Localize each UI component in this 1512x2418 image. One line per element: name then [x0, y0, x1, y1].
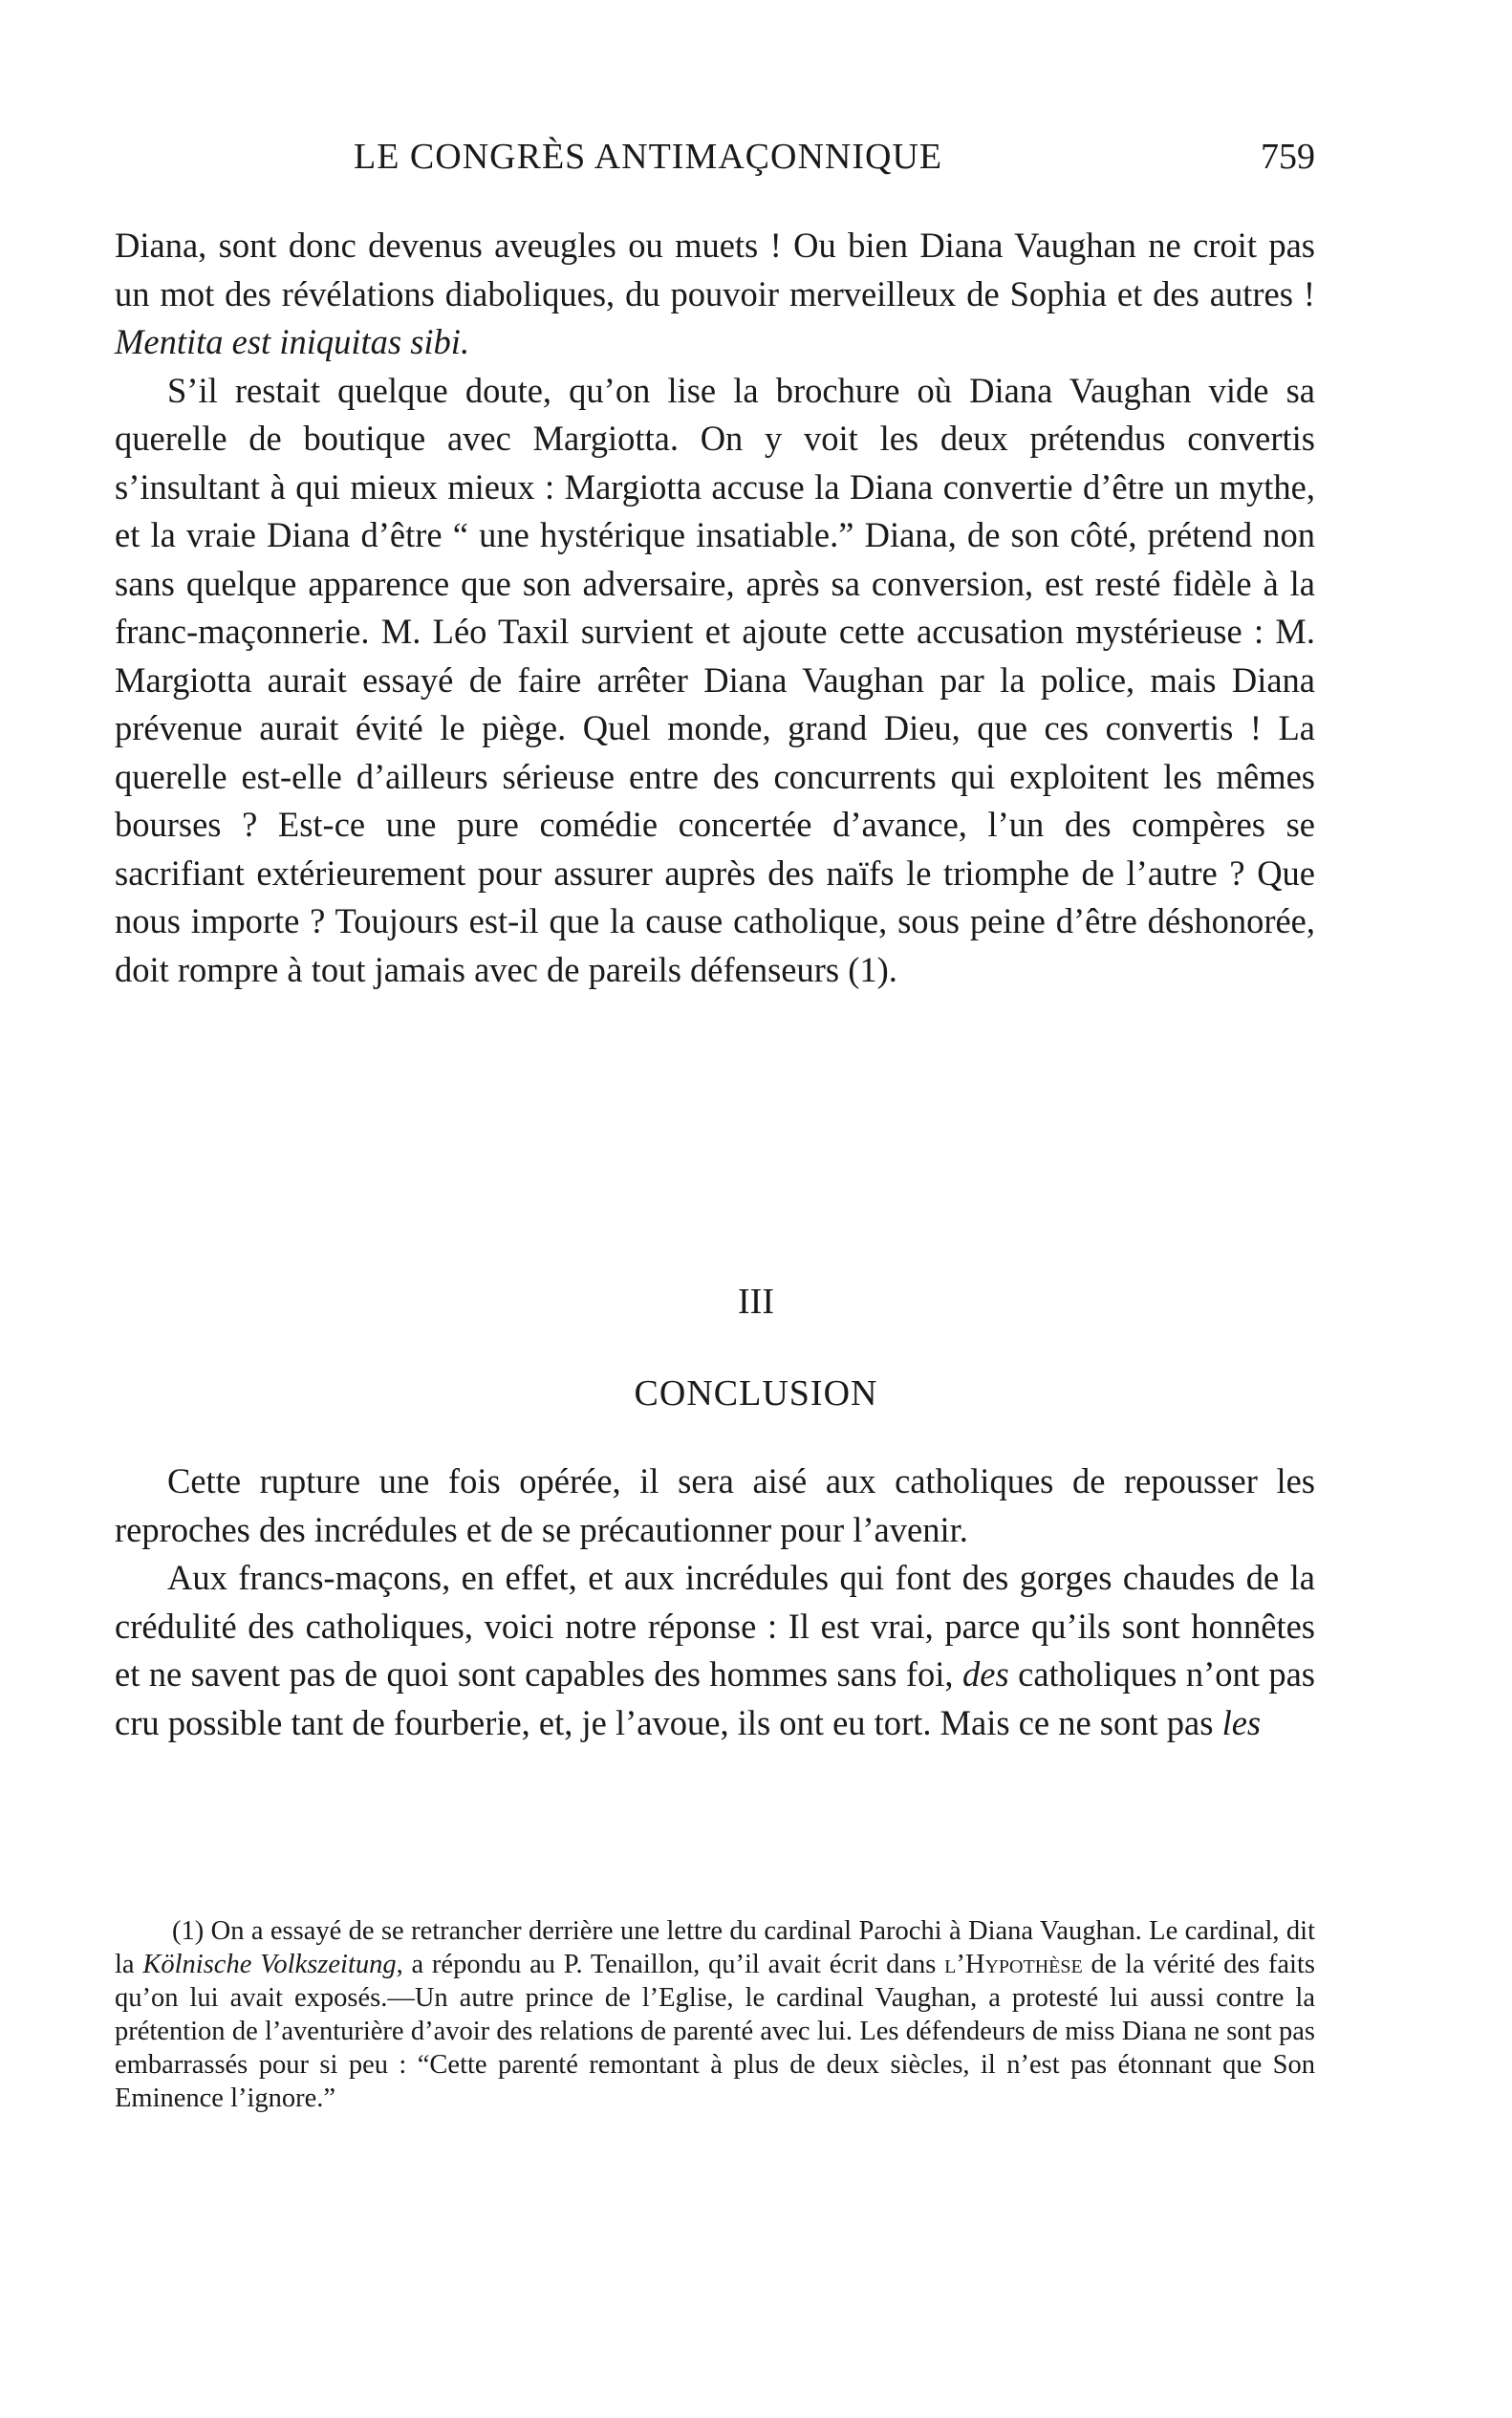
footnote [115, 1914, 1315, 2115]
footnote-1 [115, 1914, 1315, 2115]
paragraph-4-text-b: catholiques n’ont pas cru possible tant de fourberie, et, je l’avoue, ils ont eu tort. Mais ce ne sont pas [115, 1654, 1315, 1742]
section-number: III [738, 1282, 774, 1322]
latin-quote: Mentita est iniquitas sibi. [115, 322, 470, 361]
body-text-conclusion [115, 1457, 1315, 1747]
footnote-text-3: de la vérité des faits qu’on lui avait exposés.—Un autre prince de l’Eglise, le cardinal Vaughan, a protesté lui aussi contre la prétention de l’aventurière d’avoir des relations de parenté avec lui. Les défendeurs de miss Diana ne sont pas embarrassés pour si peu : “Cette parenté remontant à plus de deux siècles, il n’est pas étonnant que Son Eminence l’ignore.” [115, 1950, 1315, 2113]
footnote-newspaper-title: Kölnische Volkszeitung [142, 1950, 397, 1979]
running-title: LE CONGRÈS ANTIMAÇONNIQUE [354, 137, 943, 177]
paragraph-4-italic-b: les [1221, 1702, 1262, 1742]
paragraph-2-text: S’il restait quelque doute, qu’on lise la brochure où Diana Vaughan vide sa querelle de boutique avec Margiotta. On y voit les deux prétendus convertis s’insultant à qui mieux mieux : Margiotta accuse la Diana convertie d’être un mythe, et la vraie Diana d’être “ une hystérique insatiable.” Diana, de son côté, prétend non sans quelque apparence que son adversaire, après sa conversion, est resté fidèle à la franc-maçonnerie. M. Léo Taxil survient et ajoute cette accusation mystérieuse : M. Margiotta aurait essayé de faire arrêter Diana Vaughan par la police, mais Diana prévenue aurait évité le piège. Quel monde, grand Dieu, que ces convertis ! La querelle est-elle d’ailleurs sérieuse entre des concurrents qui exploitent les mêmes bourses ? Est-ce une pure comédie concertée d’avance, l’un des compères se sacrifiant extérieurement pour assurer auprès des naïfs le triomphe de l’autre ? Que nous importe ? Toujours est-il que la cause catholique, sous peine d’être déshonorée, doit rompre à tout jamais avec de pareils défenseurs (1). [115, 370, 1315, 989]
paragraph-4-text-a: Aux francs-maçons, en effet, et aux incrédules qui font des gorges chaudes de la crédulité des catholiques, voici notre réponse : Il est vrai, parce qu’ils sont honnêtes et ne savent pas de quoi sont capables des hommes sans foi, [115, 1558, 1315, 1694]
footnote-journal-title: l’Hypothèse [944, 1950, 1083, 1979]
footnote-text-1: On a essayé de se retrancher derrière une lettre du cardinal Parochi à Diana Vaughan. Le cardinal, dit la [115, 1916, 1315, 1979]
paragraph-1-text: Diana, sont donc devenus aveugles ou muets ! Ou bien Diana Vaughan ne croit pas un mot des révélations diaboliques, du pouvoir merveilleux de Sophia et des autres ! [115, 226, 1315, 313]
paragraph-3-text: Cette rupture une fois opérée, il sera aisé aux catholiques de repousser les reproches des incrédules et de se précautionner pour l’avenir. [115, 1461, 1315, 1549]
page-header [115, 136, 1315, 193]
section-title: CONCLUSION [634, 1373, 878, 1414]
footnote-text-2: , a répondu au P. Tenaillon, qu’il avait écrit dans [396, 1950, 945, 1979]
paragraph-2 [115, 367, 1315, 995]
body-text [115, 222, 1315, 994]
paragraph-4 [115, 1554, 1315, 1747]
page-number: 759 [1261, 137, 1315, 177]
footnote-marker: (1) [172, 1916, 205, 1946]
paragraph-4-italic-a: des [962, 1654, 1009, 1694]
paragraph-1 [115, 222, 1315, 367]
paragraph-3 [115, 1457, 1315, 1554]
